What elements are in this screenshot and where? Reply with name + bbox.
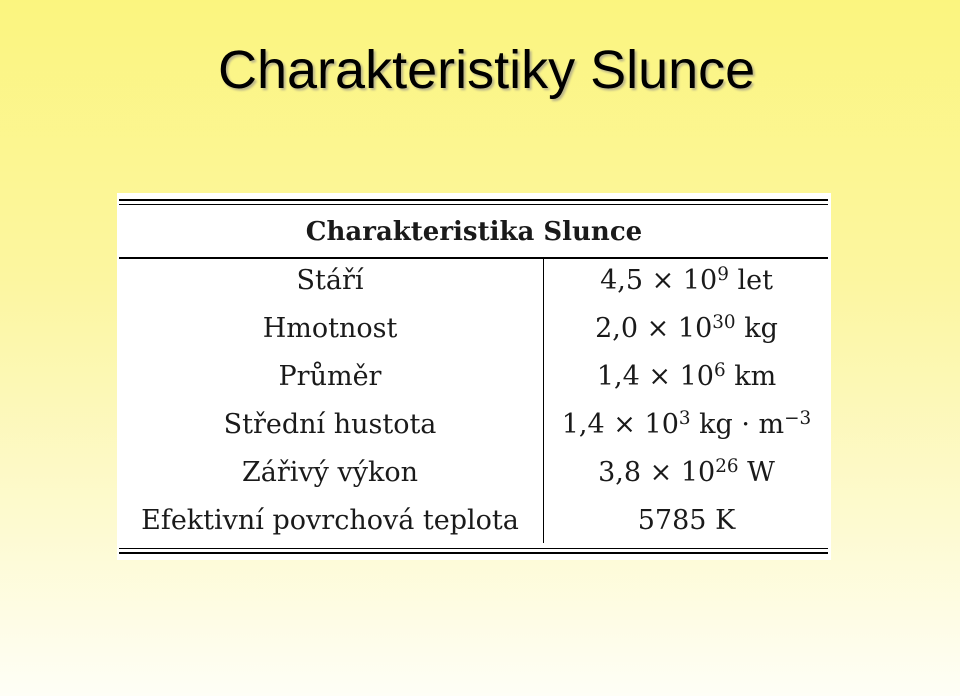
table-row	[117, 401, 831, 449]
times-sign: ×	[646, 313, 670, 344]
value-mantissa: 1,4	[561, 409, 605, 440]
value-mantissa: 2,0	[595, 313, 639, 344]
value-base: 10	[677, 313, 713, 344]
value-exponent: 30	[712, 311, 736, 333]
top-double-rule-lower	[119, 204, 828, 205]
row-value	[545, 257, 828, 305]
row-label: Střední hustota	[223, 409, 437, 440]
value-unit: kg · m	[699, 409, 785, 440]
value-unit: K	[715, 505, 736, 536]
sun-characteristics-table	[117, 193, 831, 560]
value-unit: W	[747, 457, 775, 488]
value-mantissa: 1,4	[596, 361, 640, 392]
table-row	[117, 257, 831, 305]
table-row	[117, 497, 831, 545]
bottom-double-rule-upper	[119, 548, 828, 549]
row-label: Průměr	[278, 361, 382, 392]
table-caption: Charakteristika Slunce	[305, 217, 643, 247]
value-unit: km	[734, 361, 777, 392]
value-base: 10	[679, 361, 714, 392]
value-unit: kg	[744, 313, 778, 344]
value-exponent: 9	[717, 263, 729, 285]
times-sign: ×	[649, 457, 673, 488]
times-sign: ×	[651, 265, 675, 296]
value-exponent: 3	[678, 407, 691, 429]
value-mantissa: 4,5	[600, 265, 644, 296]
row-label: Stáří	[296, 265, 364, 296]
unit-exponent: −3	[784, 407, 812, 429]
row-value	[545, 401, 828, 449]
top-double-rule-upper	[119, 199, 828, 201]
value-base: 10	[680, 457, 716, 488]
row-value	[545, 497, 828, 545]
row-value	[545, 305, 828, 353]
value-base: 10	[682, 265, 718, 296]
times-sign: ×	[648, 361, 671, 392]
table-row	[117, 449, 831, 497]
value-base: 10	[644, 409, 679, 440]
slide-title: Charakteristiky Slunce	[218, 40, 756, 100]
value-exponent: 26	[715, 455, 739, 477]
table-row	[117, 353, 831, 401]
row-value	[545, 353, 828, 401]
row-label: Zářivý výkon	[241, 457, 418, 488]
row-label: Hmotnost	[262, 313, 398, 344]
value-exponent: 6	[713, 359, 726, 381]
table-row	[117, 305, 831, 353]
value-mantissa: 3,8	[598, 457, 642, 488]
bottom-double-rule-lower	[119, 552, 828, 554]
value-unit: let	[737, 265, 773, 296]
value-mantissa: 5785	[637, 505, 707, 536]
row-value	[545, 449, 828, 497]
row-label: Efektivní povrchová teplota	[141, 505, 519, 536]
times-sign: ×	[613, 409, 636, 440]
